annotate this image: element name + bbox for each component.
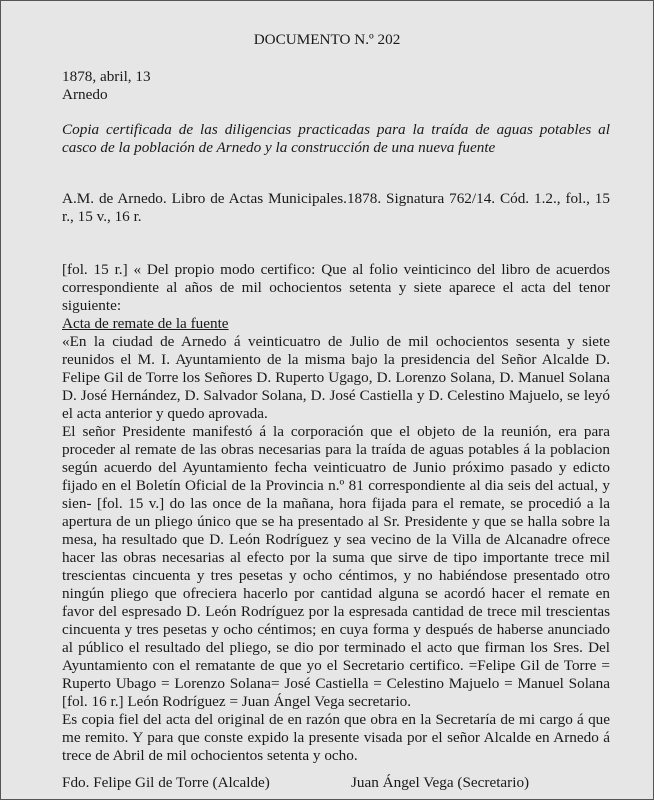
section-heading: Acta de remate de la fuente xyxy=(62,315,229,332)
archive-reference: A.M. de Arnedo. Libro de Actas Municipales.1878. Signatura 762/14. Cód. 1.2., fol., 15 r., 15 v., 16 r. xyxy=(62,190,610,225)
document-summary: Copia certificada de las diligencias practicadas para la traída de aguas potables al casco de la población de Arnedo y la construcción de una nueva fuente xyxy=(62,121,610,156)
document-title: DOCUMENTO N.º 202 xyxy=(253,31,401,48)
paragraph-auction: El señor Presidente manifestó á la corporación que el objeto de la reunión, era para proceder al remate de las obras necesarias para la traída de aguas potables á la poblacion según acuerdo del Ayuntamiento fecha veinticuatro de Junio próximo pasado y edicto fijado en el Boletín Oficial de la Provincia n.º 81 correspondiente al dia seis del actual, y sien- [fol. 15 v.] do las once de la mañana, hora fijada para el remate, se procedió a la apertura de un pliego único que se ha presentado al Sr. Presidente y que se halla sobre la mesa, ha resultado que D. León Rodríguez y sea vecino de la Villa de Alcanadre ofrece hacer las obras necesarias al efecto por la suma que sirve de tipo importante trece mil trescientas cincuenta y tres pesetas y ocho céntimos, y no habiéndose presentado otro ningún pliego que ofreciera hacerlo por cantidad alguna se acordó hacer el remate en favor del espresado D. León Rodríguez por la espresada cantidad de trece mil trescientas cincuenta y tres pesetas y ocho céntimos; en cuya forma y después de haberse anunciado al público el resultado del pliego, se dio por terminado el acto que firman los Sres. Del Ayuntamiento con el rematante de que yo el Secretario certifico. =Felipe Gil de Torre = Ruperto Ubago = Lorenzo Solana= José Castiella = Celestino Majuelo = Manuel Solana [fol. 16 r.] León Rodríguez = Juan Ángel Vega secretario. xyxy=(62,423,610,710)
document-body xyxy=(62,261,610,765)
document-date: 1878, abril, 13 xyxy=(62,68,151,85)
paragraph-certification: Es copia fiel del acta del original de en razón que obra en la Secretaría de mi cargo á que me remito. Y para que conste expido la presente visada por el señor Alcalde en Arnedo á trece de Abril de mil ochocientos setenta y ocho. xyxy=(62,711,610,764)
document-place: Arnedo xyxy=(62,86,108,103)
signature-secretario: Juan Ángel Vega (Secretario) xyxy=(351,774,530,791)
paragraph-intro: [fol. 15 r.] « Del propio modo certifico: Que al folio veinticinco del libro de acuerdos correspondiente al años de mil ochocientos setenta y siete aparece el acta del tenor siguiente: xyxy=(62,261,610,314)
paragraph-session: «En la ciudad de Arnedo á veinticuatro de Julio de mil ochocientos sesenta y siete reunidos el M. I. Ayuntamiento de la misma bajo la presidencia del Señor Alcalde D. Felipe Gil de Torre los Señores D. Ruperto Ugago, D. Lorenzo Solana, D. Manuel Solana D. José Hernández, D. Salvador Solana, D. José Castiella y D. Celestino Majuelo, se leyó el acta anterior y quedo aprovada. xyxy=(62,333,610,422)
signature-alcalde: Fdo. Felipe Gil de Torre (Alcalde) xyxy=(62,774,270,791)
